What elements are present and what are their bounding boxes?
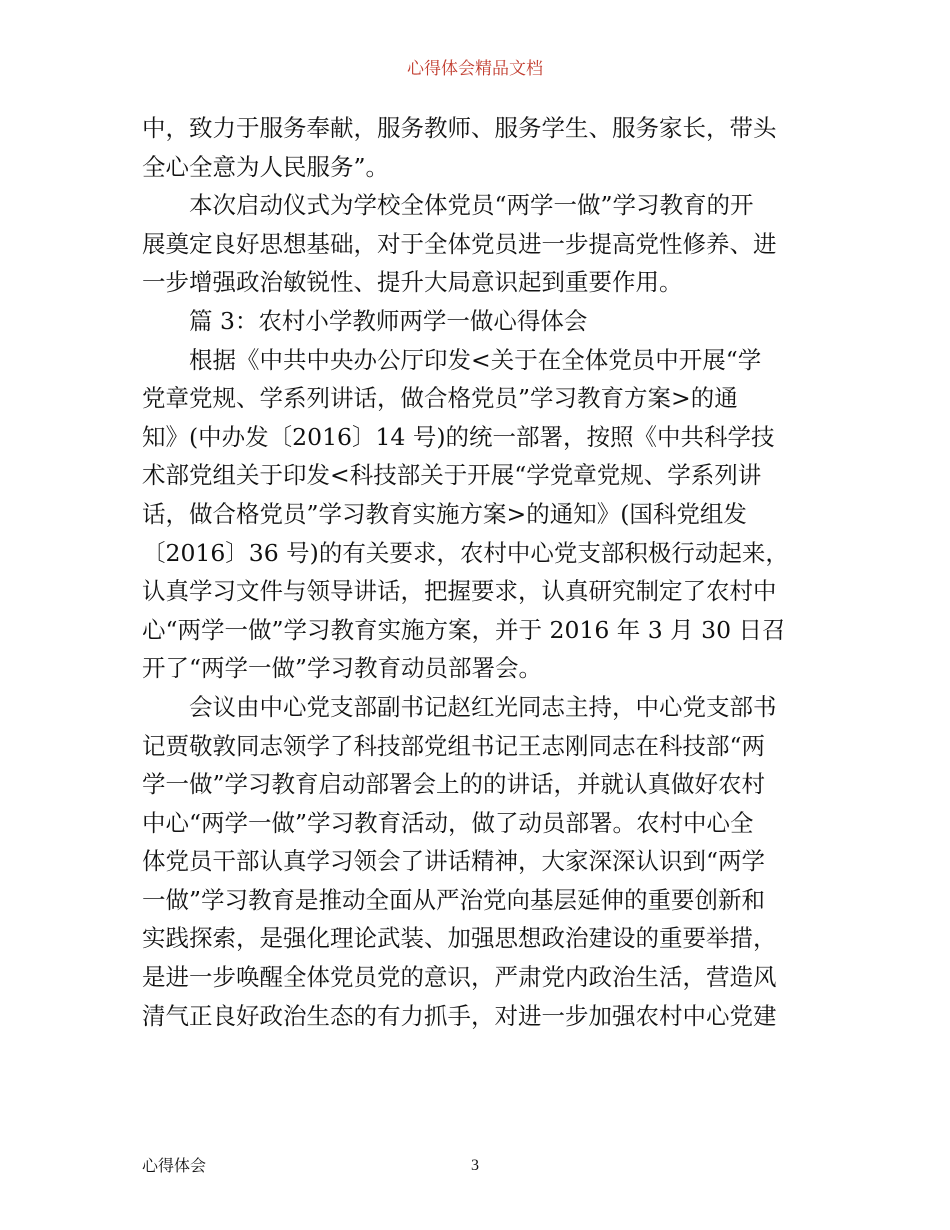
text-line: 中心“两学一做”学习教育活动，做了动员部署。农村中心全 [142, 808, 754, 837]
text-line: 本次启动仪式为学校全体党员“两学一做”学习教育的开 [189, 191, 754, 220]
text-line: 会议由中心党支部副书记赵红光同志主持，中心党支部书 [189, 692, 777, 721]
text-line: 一做”学习教育是推动全面从严治党向基层延伸的重要创新和 [142, 885, 766, 914]
text-line: 开了“两学一做”学习教育动员部署会。 [142, 654, 543, 683]
page-header-title: 心得体会精品文档 [407, 59, 543, 79]
text-line: 展奠定良好思想基础，对于全体党员进一步提高党性修养、进 [142, 229, 777, 258]
text-line: 体党员干部认真学习领会了讲话精神，大家深深认识到“两学 [142, 847, 766, 876]
text-line: 党章党规、学系列讲话，做合格党员”学习教育方案>的通 [142, 384, 738, 413]
text-line: 一步增强政治敏锐性、提升大局意识起到重要作用。 [142, 268, 683, 297]
text-line: 心“两学一做”学习教育实施方案，并于 2016 年 3 月 30 日召 [142, 615, 786, 644]
text-line: 篇 3：农村小学教师两学一做心得体会 [189, 306, 588, 335]
text-line: 实践探索，是强化理论武装、加强思想政治建设的重要举措， [142, 924, 777, 953]
text-line: 清气正良好政治生态的有力抓手，对进一步加强农村中心党建 [142, 1001, 777, 1030]
footer-label: 心得体会 [142, 1156, 207, 1175]
document-body [142, 109, 814, 1035]
text-line: 全心全意为人民服务”。 [142, 152, 390, 181]
text-line: 是进一步唤醒全体党员党的意识，严肃党内政治生活，营造风 [142, 963, 777, 992]
text-line: 〔2016〕36 号)的有关要求，农村中心党支部积极行动起来， [142, 538, 789, 567]
text-line: 学一做”学习教育启动部署会上的的讲话，并就认真做好农村 [142, 770, 766, 799]
text-line: 中，致力于服务奉献，服务教师、服务学生、服务家长，带头 [142, 114, 777, 142]
text-line: 根据《中共中央办公厅印发<关于在全体党员中开展“学 [189, 345, 762, 374]
text-line: 知》(中办发〔2016〕14 号)的统一部署，按照《中共科学技 [142, 422, 775, 451]
text-line: 术部党组关于印发<科技部关于开展“学党章党规、学系列讲 [142, 461, 762, 490]
text-line: 记贾敬敦同志领学了科技部党组书记王志刚同志在科技部“两 [142, 731, 766, 760]
text-line: 话，做合格党员”学习教育实施方案>的通知》(国科党组发 [142, 499, 747, 528]
text-line: 认真学习文件与领导讲话，把握要求，认真研究制定了农村中 [142, 577, 777, 606]
page-number: 3 [471, 1157, 479, 1174]
